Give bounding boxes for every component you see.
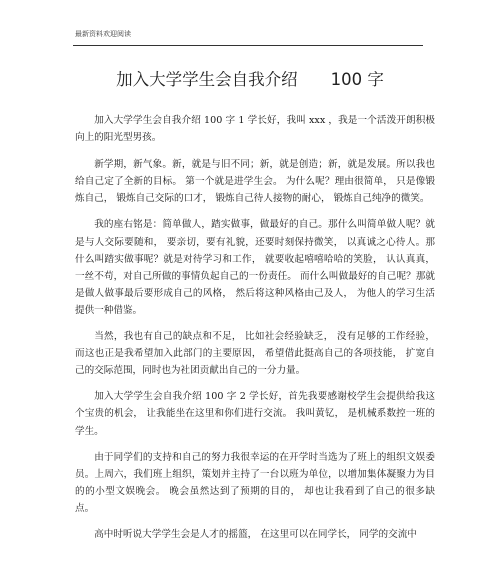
paragraph-7: 高中时听说大学学生会是人才的摇篮， 在这里可以在同学长， 同学的交流中 bbox=[94, 528, 417, 540]
header-divider bbox=[73, 45, 423, 46]
paragraph-2: 新学期，新气象。新，就是与旧不同；新，就是创造；新，就是发展。所以我也给自己定了全新的目标。 第一个就是进学生会。 为什么呢？理由很简单， 只是像锻炼自己， 锻炼自己交际的口才， 锻炼自己待人接物的耐心， 锻炼自己纯净的微笑。 bbox=[75, 159, 435, 205]
paragraph-5: 加入大学学生会自我介绍 100 字 2 学长好，首先我要感谢校学生会提供给我这个宝贵的机会， 让我能坐在这里和你们进行交流。 我叫黄钇， 是机械系数控一班的学生。 bbox=[75, 391, 435, 437]
paragraph-4: 当然，我也有自己的缺点和不足， 比如社会经验缺乏， 没有足够的工作经验，而这也正是我希望加入此部门的主要原因， 希望借此挺高自己的各项技能， 扩宽自己的交际范围，同时也为社团贡献出自己的一分力量。 bbox=[75, 331, 435, 377]
page-header-label: 最新资料欢迎阅读 bbox=[75, 30, 131, 38]
paragraph-6: 由于同学们的支持和自己的努力我很幸运的在开学时当选为了班上的组织文娱委员。上周六，我们班上组织，策划并主持了一台以班为单位，以增加集体凝聚力为目的的小型文娱晚会。 晚会虽然达到了预期的目的， 却也让我看到了自己的很多缺点。 bbox=[75, 451, 435, 514]
paragraph-1: 加入大学学生会自我介绍 100 字 1 学长好，我叫 xxx ，我是一个活泼开朗积极向上的阳光型男孩。 bbox=[75, 115, 435, 144]
document-title: 加入大学学生会自我介绍 100 字 bbox=[116, 70, 384, 89]
document-body bbox=[75, 112, 435, 552]
paragraph-3: 我的座右铭是：简单做人，踏实做事，做最好的自己。那什么叫简单做人呢？就是与人交际要随和， 要亲切，要有礼貌，还要时刻保持微笑， 以真诚之心待人。那什么叫踏实做事呢？就是对待学习和工作， 就要收起嘻嘻哈哈的笑脸， 认认真真，一丝不苟，对自己所做的事情负起自己的一份责任。 而什么叫做最好的自己呢？那就是做人做事最后要形成自己的风格， 然后将这种风格由己及人， 为他人的学习生活提供一种借鉴。 bbox=[75, 219, 435, 316]
